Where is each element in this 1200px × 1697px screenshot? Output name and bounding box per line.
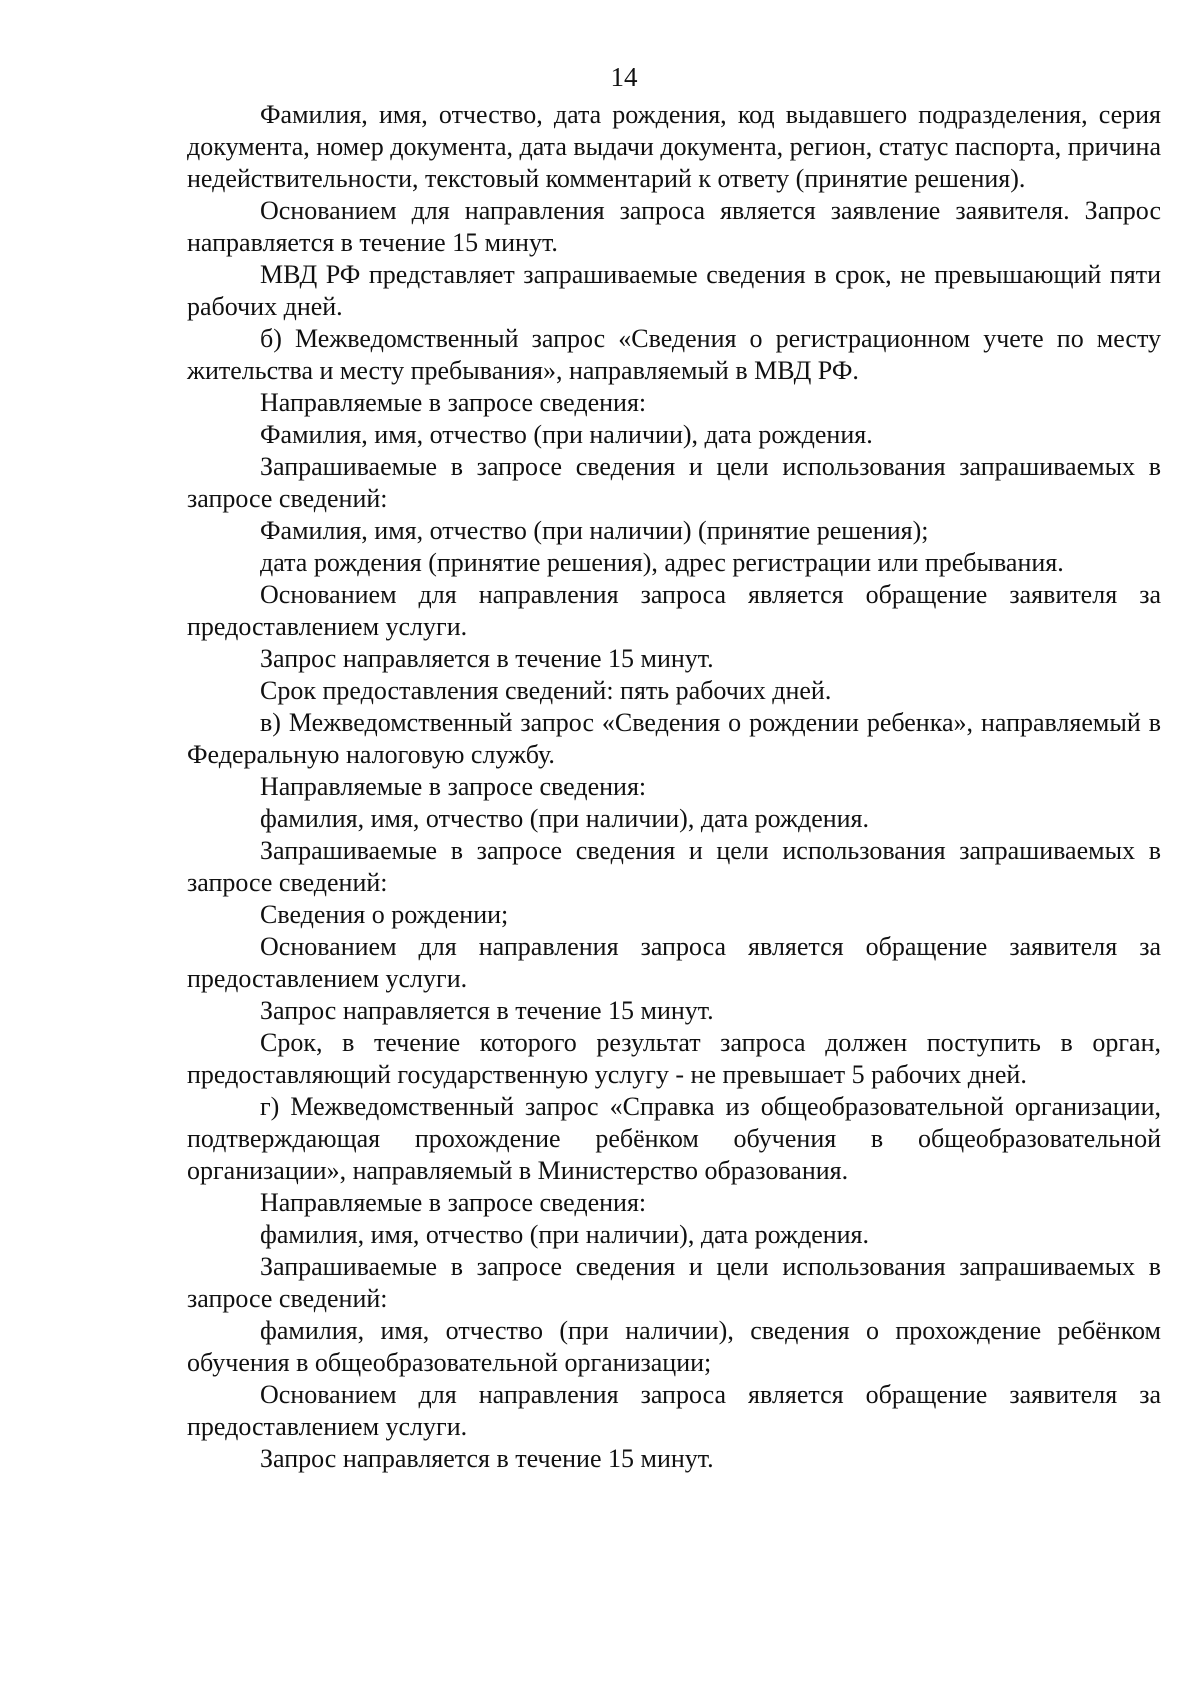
paragraph: Запрос направляется в течение 15 минут. <box>260 644 714 673</box>
page-number: 14 <box>610 62 638 92</box>
paragraph: Срок, в течение которого результат запроса должен поступить в орган, предоставляющий государственную услугу - не превышает 5 рабочих дней. <box>187 1028 1161 1089</box>
paragraph: МВД РФ представляет запрашиваемые сведения в срок, не превышающий пяти рабочих дней. <box>187 260 1161 321</box>
paragraph: б) Межведомственный запрос «Сведения о регистрационном учете по месту жительства и месту пребывания», направляемый в МВД РФ. <box>187 324 1161 385</box>
paragraph: Направляемые в запросе сведения: <box>260 772 647 801</box>
paragraph: Запрашиваемые в запросе сведения и цели использования запрашиваемых в запросе сведений: <box>187 836 1161 897</box>
paragraph: Направляемые в запросе сведения: <box>260 1188 647 1217</box>
paragraph: фамилия, имя, отчество (при наличии), дата рождения. <box>260 804 870 833</box>
paragraph: Запрос направляется в течение 15 минут. <box>260 996 714 1025</box>
paragraph: Направляемые в запросе сведения: <box>260 388 647 417</box>
paragraph: фамилия, имя, отчество (при наличии), сведения о прохождение ребёнком обучения в общеобразовательной организации; <box>187 1316 1161 1377</box>
paragraph: Срок предоставления сведений: пять рабочих дней. <box>260 676 832 705</box>
paragraph: Сведения о рождении; <box>260 900 509 929</box>
paragraph: Основанием для направления запроса является обращение заявителя за предоставлением услуги. <box>187 580 1161 641</box>
paragraph: дата рождения (принятие решения), адрес регистрации или пребывания. <box>260 548 1064 577</box>
paragraph: Основанием для направления запроса является обращение заявителя за предоставлением услуги. <box>187 932 1161 993</box>
paragraph: Фамилия, имя, отчество (при наличии) (принятие решения); <box>260 516 929 545</box>
paragraph: Фамилия, имя, отчество (при наличии), дата рождения. <box>260 420 873 449</box>
paragraph: фамилия, имя, отчество (при наличии), дата рождения. <box>260 1220 870 1249</box>
paragraph: в) Межведомственный запрос «Сведения о рождении ребенка», направляемый в Федеральную налоговую службу. <box>187 708 1161 769</box>
document-body <box>187 99 1161 1475</box>
paragraph: Основанием для направления запроса является обращение заявителя за предоставлением услуги. <box>187 1380 1161 1441</box>
paragraph: Фамилия, имя, отчество, дата рождения, код выдавшего подразделения, серия документа, номер документа, дата выдачи документа, регион, статус паспорта, причина недействительности, текстовый комментарий к ответу (принятие решения). <box>187 100 1161 193</box>
paragraph: Запрашиваемые в запросе сведения и цели использования запрашиваемых в запросе сведений: <box>187 1252 1161 1313</box>
paragraph: Запрашиваемые в запросе сведения и цели использования запрашиваемых в запросе сведений: <box>187 452 1161 513</box>
paragraph: Запрос направляется в течение 15 минут. <box>260 1444 714 1473</box>
paragraph: г) Межведомственный запрос «Справка из общеобразовательной организации, подтверждающая прохождение ребёнком обучения в общеобразовательной организации», направляемый в Министерство образования. <box>187 1092 1161 1185</box>
paragraph: Основанием для направления запроса является заявление заявителя. Запрос направляется в течение 15 минут. <box>187 196 1161 257</box>
